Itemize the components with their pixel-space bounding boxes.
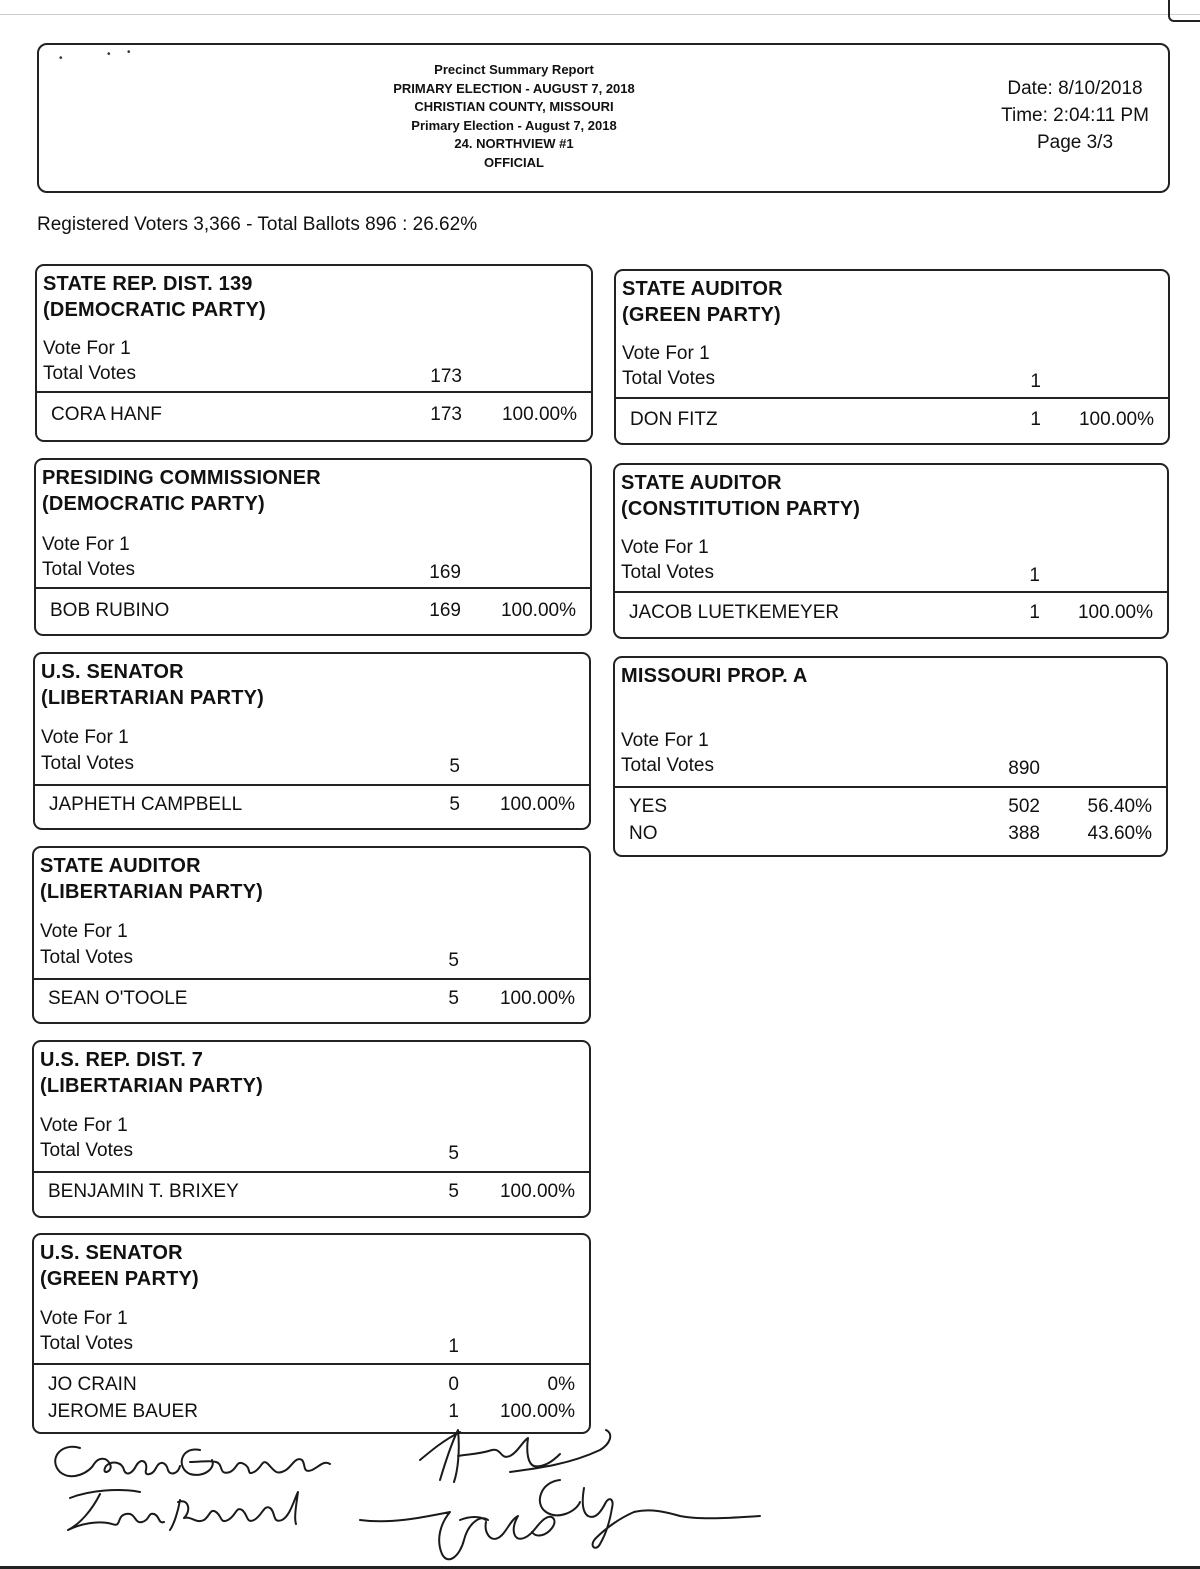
report-title-block — [339, 61, 689, 172]
signature-2 — [68, 1490, 298, 1530]
county-name: CHRISTIAN COUNTY, MISSOURI — [414, 99, 614, 114]
report-date: Date: 8/10/2018 — [1007, 78, 1143, 99]
contest-state-auditor-libertarian — [32, 846, 591, 1024]
candidate-votes: 1 — [1030, 409, 1041, 430]
contest-missouri-prop-a — [613, 656, 1168, 857]
candidate-name: JEROME BAUER — [48, 1401, 198, 1422]
election-subtitle: Primary Election - August 7, 2018 — [411, 117, 617, 133]
candidate-votes: 1 — [448, 1401, 459, 1422]
contest-title-line-1: MISSOURI PROP. A — [621, 665, 808, 687]
candidate-votes: 388 — [1008, 823, 1040, 844]
candidate-name: JAPHETH CAMPBELL — [49, 794, 243, 815]
contest-title-line-1: U.S. SENATOR — [41, 661, 184, 683]
contest-title — [41, 659, 264, 711]
scan-speck: • — [59, 53, 63, 64]
contest-state-auditor-constitution — [613, 463, 1169, 639]
candidate-votes: 5 — [449, 794, 460, 815]
total-votes-value: 169 — [429, 562, 461, 583]
candidate-percent: 100.00% — [499, 794, 575, 815]
divider — [34, 1363, 589, 1365]
candidate-votes: 0 — [448, 1374, 459, 1395]
candidate-row — [34, 1374, 589, 1398]
contest-title-line-1: STATE AUDITOR — [621, 472, 782, 494]
contest-title-line-2: (DEMOCRATIC PARTY) — [43, 299, 266, 321]
divider — [34, 1171, 589, 1173]
contest-title-line-1: STATE AUDITOR — [40, 855, 201, 877]
candidate-row — [35, 794, 589, 818]
vote-for-label: Vote For 1 — [622, 343, 710, 364]
precinct-name: 24. NORTHVIEW #1 — [454, 136, 574, 151]
vote-for-label: Vote For 1 — [40, 1308, 128, 1329]
total-votes-value: 1 — [1029, 565, 1040, 586]
total-votes-value: 1 — [1030, 371, 1041, 392]
contest-presiding-commissioner-dem — [34, 458, 592, 636]
total-votes-label: Total Votes — [622, 368, 715, 389]
candidate-percent: 0% — [547, 1374, 575, 1395]
contest-title-line-1: U.S. SENATOR — [40, 1242, 183, 1264]
total-votes-value: 5 — [448, 1143, 459, 1164]
candidate-percent: 100.00% — [499, 1181, 575, 1202]
contest-title-line-2: (GREEN PARTY) — [622, 304, 781, 326]
vote-for-label: Vote For 1 — [42, 534, 130, 555]
candidate-votes: 1 — [1029, 602, 1040, 623]
candidate-row — [34, 1181, 589, 1205]
candidate-votes: 173 — [430, 404, 462, 425]
total-votes-label: Total Votes — [41, 753, 134, 774]
candidate-row — [615, 796, 1166, 820]
candidate-row — [616, 409, 1168, 433]
official-label: OFFICIAL — [484, 154, 544, 170]
scan-speck: • — [107, 49, 111, 60]
handwritten-signatures — [40, 1420, 800, 1565]
signature-1 — [55, 1447, 330, 1476]
contest-title — [40, 1240, 199, 1292]
candidate-percent: 56.40% — [1087, 796, 1152, 817]
candidate-row — [34, 988, 589, 1012]
total-votes-value: 1 — [448, 1336, 459, 1357]
candidate-name: CORA HANF — [51, 404, 162, 425]
contest-us-senator-green — [32, 1233, 591, 1434]
candidate-row — [37, 404, 591, 428]
candidate-row — [36, 600, 590, 624]
candidate-row — [615, 602, 1167, 626]
scan-corner-mark — [1168, 0, 1200, 22]
contest-title-line-2: (LIBERTARIAN PARTY) — [41, 687, 265, 709]
contest-title — [40, 1047, 263, 1099]
candidate-votes: 5 — [448, 1181, 459, 1202]
candidate-percent: 100.00% — [1078, 409, 1154, 430]
contest-us-rep-7-libertarian — [32, 1040, 591, 1218]
total-votes-label: Total Votes — [621, 562, 714, 583]
report-meta — [990, 75, 1160, 156]
divider — [615, 786, 1166, 788]
contest-title-line-2: (LIBERTARIAN PARTY) — [40, 881, 264, 903]
total-votes-label: Total Votes — [621, 755, 714, 776]
contest-title-line-1: PRESIDING COMMISSIONER — [42, 467, 321, 489]
contest-title — [43, 271, 266, 323]
signature-4 — [360, 1480, 760, 1559]
vote-for-label: Vote For 1 — [40, 921, 128, 942]
contest-title-line-2: (DEMOCRATIC PARTY) — [42, 493, 265, 515]
candidate-votes: 5 — [448, 988, 459, 1009]
candidate-percent: 100.00% — [1077, 602, 1153, 623]
candidate-percent: 100.00% — [501, 404, 577, 425]
total-votes-value: 890 — [1008, 758, 1040, 779]
vote-for-label: Vote For 1 — [621, 730, 709, 751]
vote-for-label: Vote For 1 — [40, 1115, 128, 1136]
divider — [616, 397, 1168, 399]
total-votes-label: Total Votes — [40, 947, 133, 968]
candidate-percent: 100.00% — [500, 600, 576, 621]
contest-title-line-1: U.S. REP. DIST. 7 — [40, 1049, 204, 1071]
vote-for-label: Vote For 1 — [43, 338, 131, 359]
candidate-name: JACOB LUETKEMEYER — [629, 602, 840, 623]
contest-title-line-2: (LIBERTARIAN PARTY) — [40, 1075, 264, 1097]
contest-title — [42, 465, 321, 517]
contest-title — [621, 663, 808, 689]
contest-state-auditor-green — [614, 269, 1170, 445]
contest-state-rep-139-dem — [35, 264, 593, 442]
candidate-name: SEAN O'TOOLE — [48, 988, 188, 1009]
candidate-name: DON FITZ — [630, 409, 718, 430]
total-votes-label: Total Votes — [43, 363, 136, 384]
contest-title — [622, 276, 783, 328]
vote-for-label: Vote For 1 — [41, 727, 129, 748]
total-votes-label: Total Votes — [40, 1333, 133, 1354]
contest-title-line-1: STATE REP. DIST. 139 — [43, 273, 253, 295]
divider — [37, 391, 591, 393]
contest-title-line-2: (GREEN PARTY) — [40, 1268, 199, 1290]
total-votes-value: 5 — [449, 756, 460, 777]
divider — [34, 978, 589, 980]
candidate-name: NO — [629, 823, 658, 844]
contest-title-line-2: (CONSTITUTION PARTY) — [621, 498, 861, 520]
report-header — [37, 43, 1170, 193]
scan-top-edge — [0, 0, 1200, 15]
contest-title — [621, 470, 860, 522]
candidate-percent: 43.60% — [1087, 823, 1152, 844]
total-votes-value: 5 — [448, 950, 459, 971]
contest-title — [40, 853, 263, 905]
candidate-name: BENJAMIN T. BRIXEY — [48, 1181, 239, 1202]
candidate-row — [615, 823, 1166, 847]
contest-title-line-1: STATE AUDITOR — [622, 278, 783, 300]
signature-3 — [420, 1430, 610, 1482]
divider — [615, 591, 1167, 593]
registered-voters-summary: Registered Voters 3,366 - Total Ballots 896 : 26.62% — [37, 214, 478, 235]
candidate-percent: 100.00% — [499, 1401, 575, 1422]
election-name: PRIMARY ELECTION - AUGUST 7, 2018 — [393, 80, 635, 96]
total-votes-value: 173 — [430, 366, 462, 387]
vote-for-label: Vote For 1 — [621, 537, 709, 558]
divider — [35, 784, 589, 786]
candidate-votes: 502 — [1008, 796, 1040, 817]
divider — [36, 587, 590, 589]
report-time: Time: 2:04:11 PM — [1001, 105, 1149, 126]
candidate-name: BOB RUBINO — [50, 600, 170, 621]
report-title: Precinct Summary Report — [434, 62, 594, 77]
page-number: Page 3/3 — [1036, 132, 1114, 153]
scan-speck: • — [127, 47, 131, 58]
candidate-name: YES — [629, 796, 668, 817]
candidate-name: JO CRAIN — [48, 1374, 137, 1395]
total-votes-label: Total Votes — [40, 1140, 133, 1161]
total-votes-label: Total Votes — [42, 559, 135, 580]
candidate-percent: 100.00% — [499, 988, 575, 1009]
candidate-votes: 169 — [429, 600, 461, 621]
contest-us-senator-libertarian — [33, 652, 591, 830]
